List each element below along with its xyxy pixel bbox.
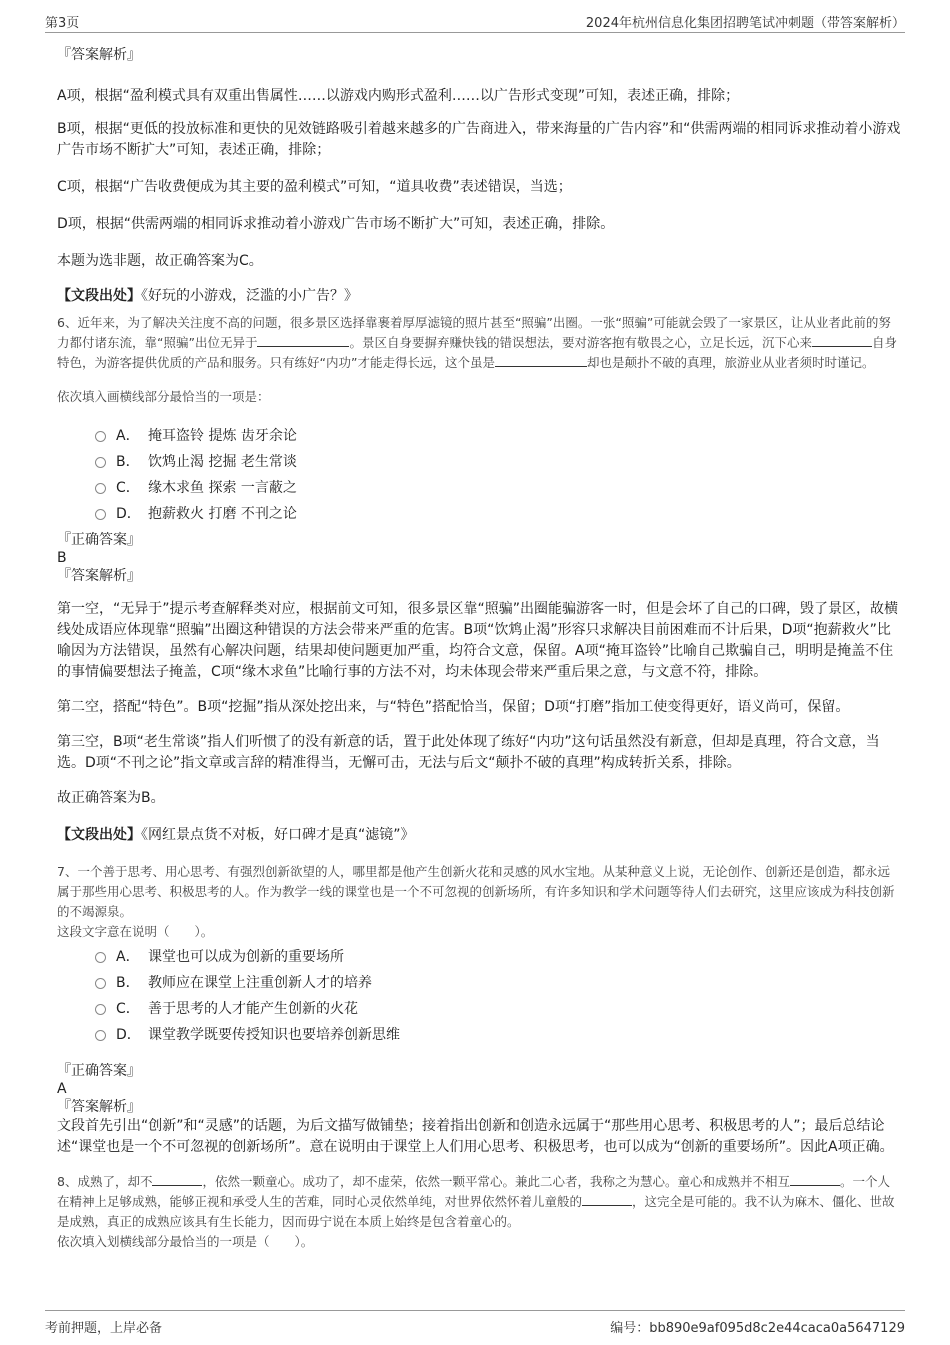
option-b[interactable]: B． 教师应在课堂上注重创新人才的培养: [95, 970, 902, 996]
radio-icon[interactable]: [95, 509, 106, 520]
fill-blank: [790, 1173, 840, 1186]
q6-prompt: 依次填入画横线部分最恰当的一项是：: [57, 389, 270, 404]
q6-answer: B: [57, 550, 67, 566]
q8-stem: 8、成熟了，却不 ，依然一颗童心。成功了，却不虚荣，依然一颗平常心。兼此二心者，我称之为慧心。童心和成熟并不相互 。一个人在精神上足够成熟，能够正视和承受人生的苦难，同时心灵依然单纯，对世界依然怀着儿童般的 ，这完全是可能的。我不认为麻木、僵化、世故是成熟，真正的成熟应该具有生长能力，因而毋宁说在本质上始终是包含着童心的。: [57, 1174, 895, 1229]
q5-analysis-a: A项，根据“盈利模式具有双重出售属性……以游戏内购形式盈利……以广告形式变现”可知，表述正确，排除；: [57, 88, 740, 104]
q5-analysis-b: B项，根据“更低的投放标准和更快的见效链路吸引着越来越多的广告商进入，带来海量的广告内容”和“供需两端的相同诉求推动着小游戏广告市场不断扩大”可知，表述正确，排除；: [57, 121, 901, 158]
q6-source: [57, 825, 902, 846]
document-code: 编号：bb890e9af095d8c2e44caca0a5647129: [610, 1321, 905, 1336]
radio-icon[interactable]: [95, 1030, 106, 1041]
q6-answer-label: 『正确答案』: [57, 532, 141, 548]
option-d[interactable]: D． 课堂教学既要传授知识也要培养创新思维: [95, 1022, 902, 1048]
q7-analysis-label: 『答案解析』: [57, 1099, 141, 1115]
option-c[interactable]: C． 善于思考的人才能产生创新的火花: [95, 996, 902, 1022]
q6-analysis-1: 第一空，“无异于”提示考查解释类对应，根据前文可知，很多景区靠“照骗”出圈能骗游客一时，但是会坏了自己的口碑，毁了景区，故横线处成语应体现靠“照骗”出圈这种错误的方法会带来严重的危害。B项“饮鸩止渴”形容只求解决目前困难而不计后果，D项“抱薪救火”比喻因为方法错误，虽然有心解决问题，结果却使问题更加严重，均符合文意，保留。A项“掩耳盗铃”比喻自己欺骗自己，明明是掩盖不住的事情偏要想法子掩盖，C项“缘木求鱼”比喻行事的方法不对，均未体现会带来严重后果之意，与文意不符，排除。: [57, 601, 899, 680]
page-content: [57, 44, 902, 1260]
q6-analysis-3: 第三空，B项“老生常谈”指人们听惯了的没有新意的话，置于此处体现了练好“内功”这句话虽然没有新意，但却是真理，符合文意，当选。D项“不刊之论”指文章或言辞的精准得当，无懈可击，无法与后文“颠扑不破的真理”构成转折关系，排除。: [57, 734, 880, 771]
q5-analysis-label: 『答案解析』: [57, 47, 141, 63]
radio-icon[interactable]: [95, 483, 106, 494]
q7-answer: A: [57, 1081, 67, 1097]
option-d[interactable]: D． 抱薪救火 打磨 不刊之论: [95, 501, 902, 527]
q5-analysis-c: C项，根据“广告收费便成为其主要的盈利模式”可知，“道具收费”表述错误，当选；: [57, 179, 572, 195]
fill-blank: [152, 1173, 202, 1186]
page-number: 第3页: [45, 16, 80, 31]
source-title: 《好玩的小游戏，泛滥的小广告？》: [141, 288, 358, 304]
radio-icon[interactable]: [95, 457, 106, 468]
q6-options: [95, 423, 902, 527]
q6-stem: 6、近年来，为了解决关注度不高的问题，很多景区选择靠裹着厚厚滤镜的照片甚至“照骗”出圈。一张“照骗”可能就会毁了一家景区，让从业者此前的努力都付诸东流，靠“照骗”出位无异于 。景区自身要摒弃赚快钱的错误想法，要对游客抱有敬畏之心，立足长远，沉下心来 自身特色，为游客提供优质的产品和服务。只有练好“内功”才能走得长远，这个虽是 却也是颠扑不破的真理，旅游业从业者须时时谨记。: [57, 315, 897, 370]
radio-icon[interactable]: [95, 952, 106, 963]
page-header: [45, 12, 905, 33]
q5-analysis-d: D项，根据“供需两端的相同诉求推动着小游戏广告市场不断扩大”可知，表述正确，排除。: [57, 216, 615, 232]
option-a[interactable]: A． 课堂也可以成为创新的重要场所: [95, 944, 902, 970]
q7-prompt: 这段文字意在说明（ ）。: [57, 924, 214, 939]
option-a[interactable]: A． 掩耳盗铃 提炼 齿牙余论: [95, 423, 902, 449]
radio-icon[interactable]: [95, 978, 106, 989]
document-title: 2024年杭州信息化集团招聘笔试冲刺题（带答案解析）: [585, 16, 905, 31]
fill-blank: [582, 1193, 632, 1206]
source-label: 【文段出处】: [57, 288, 141, 304]
q6-analysis-label: 『答案解析』: [57, 568, 141, 584]
radio-icon[interactable]: [95, 1004, 106, 1015]
q7-answer-label: 『正确答案』: [57, 1063, 141, 1079]
q6-conclusion: 故正确答案为B。: [57, 790, 165, 806]
fill-blank: [812, 334, 872, 347]
source-title: 《网红景点货不对板，好口碑才是真“滤镜”》: [141, 827, 415, 843]
fill-blank: [257, 334, 349, 347]
q5-conclusion: 本题为选非题，故正确答案为C。: [57, 253, 263, 269]
q6-analysis-2: 第二空，搭配“特色”。B项“挖掘”指从深处挖出来，与“特色”搭配恰当，保留；D项“打磨”指加工使变得更好，语义尚可，保留。: [57, 699, 850, 715]
source-label: 【文段出处】: [57, 827, 141, 843]
option-b[interactable]: B． 饮鸩止渴 挖掘 老生常谈: [95, 449, 902, 475]
option-c[interactable]: C． 缘木求鱼 探索 一言蔽之: [95, 475, 902, 501]
q5-source: [57, 286, 902, 307]
q7-analysis: 文段首先引出“创新”和“灵感”的话题，为后文描写做铺垫；接着指出创新和创造永远属于“那些用心思考、积极思考的人”；最后总结论述“课堂也是一个不可忽视的创新场所”。意在说明由于课堂上人们用心思考、积极思考，也可以成为“创新的重要场所”。因此A项正确。: [57, 1118, 894, 1155]
q8-prompt: 依次填入划横线部分最恰当的一项是（ ）。: [57, 1234, 314, 1249]
page-footer: [45, 1310, 905, 1337]
q7-stem: 7、一个善于思考、用心思考、有强烈创新欲望的人，哪里都是他产生创新火花和灵感的风水宝地。从某种意义上说，无论创作、创新还是创造，都永远属于那些用心思考、积极思考的人。作为教学一线的课堂也是一个不可忽视的创新场所，有许多知识和学术问题等待人们去研究，这里应该成为科技创新的不竭源泉。: [57, 864, 895, 919]
footer-slogan: 考前押题，上岸必备: [45, 1321, 163, 1336]
radio-icon[interactable]: [95, 431, 106, 442]
fill-blank: [495, 354, 587, 367]
q7-options: [95, 944, 902, 1048]
